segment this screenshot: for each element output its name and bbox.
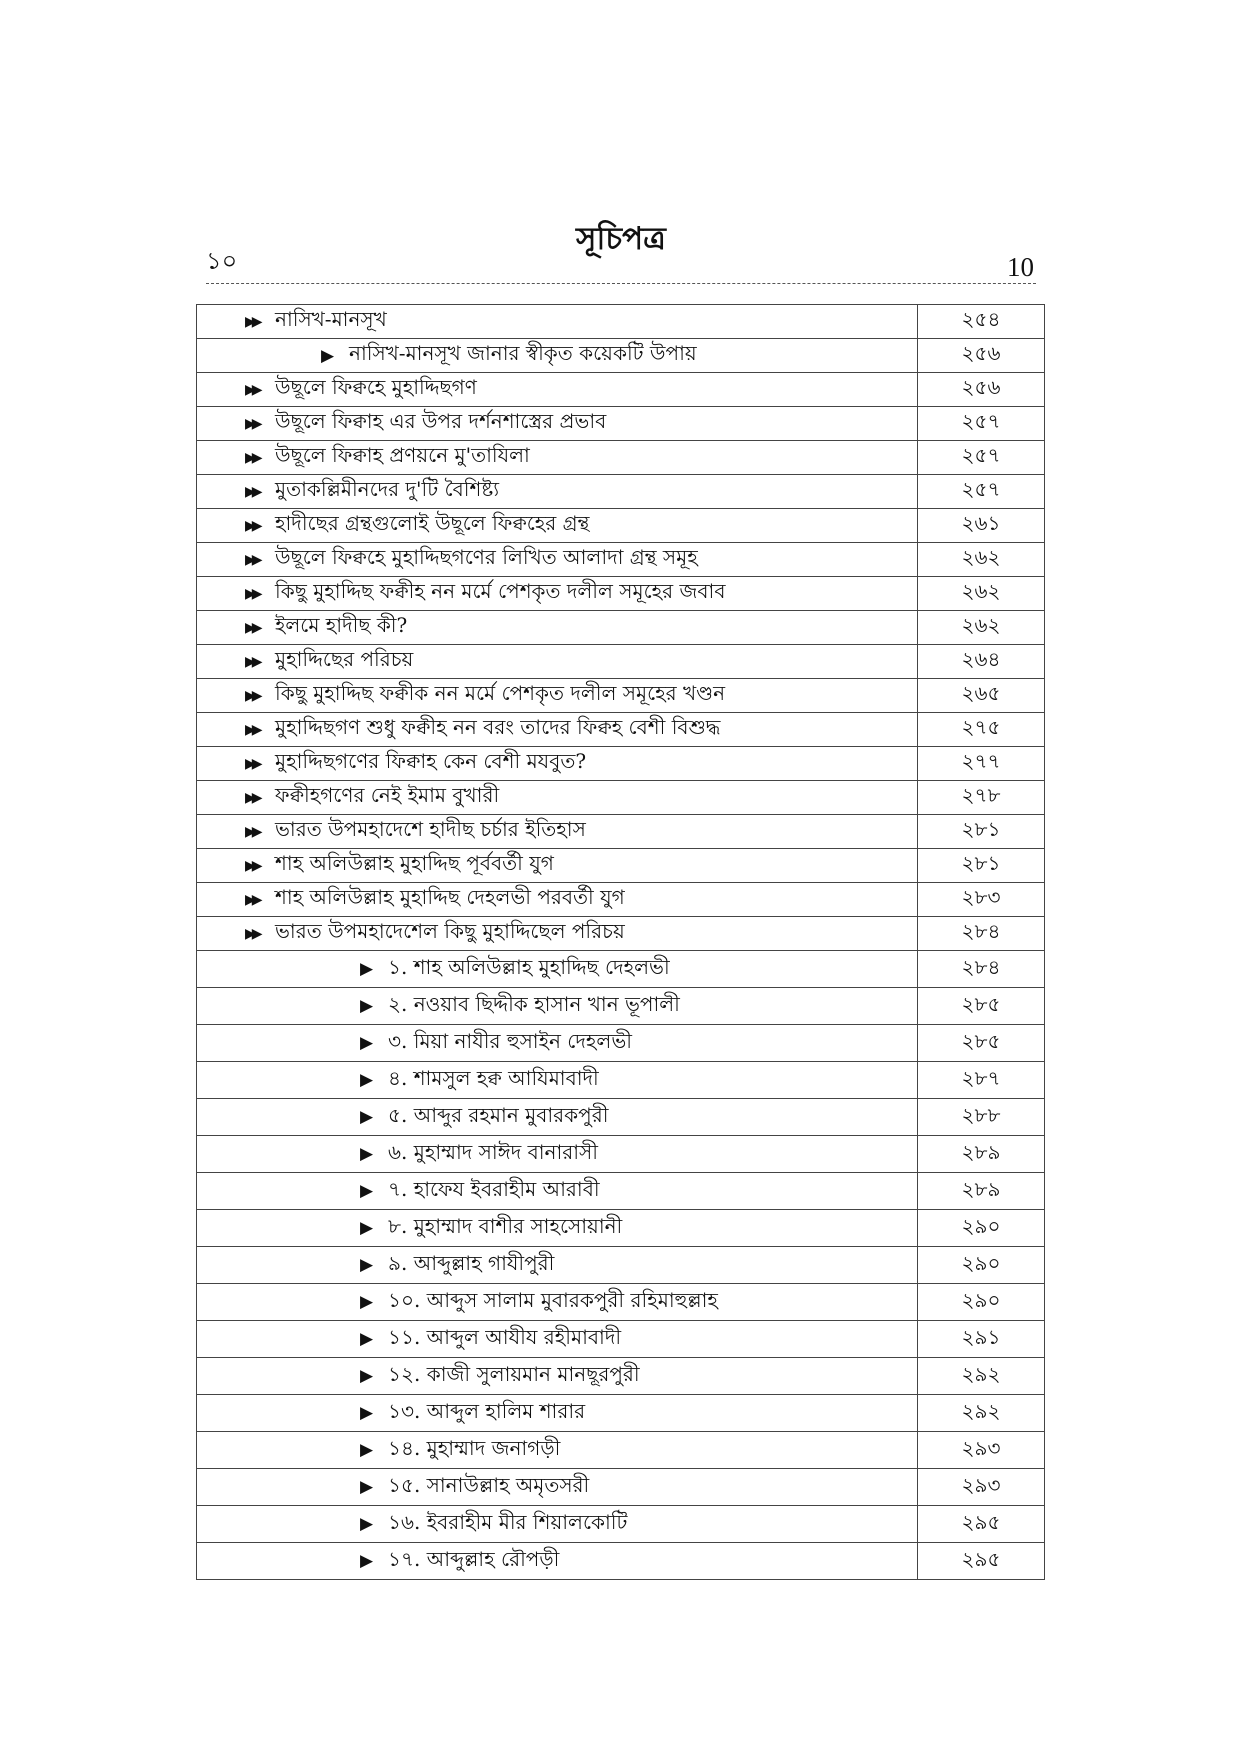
toc-entry-title: কিছু মুহাদ্দিছ ফক্বীক নন মর্মে পেশকৃত দলীল সমূহের খণ্ডন [275,681,726,705]
toc-row [197,781,1045,815]
double-arrow-icon: ▶▶ [245,551,259,568]
toc-entry-title: ৪. শামসুল হক্ব আযিমাবাদী [388,1065,599,1090]
toc-row [197,917,1045,951]
header-divider [206,283,1036,284]
toc-entry-cell [197,1062,918,1099]
toc-entry-cell [197,747,918,781]
toc-entry-title: ভারত উপমহাদেশেল কিছু মুহাদ্দিছেল পরিচয় [275,919,625,943]
double-arrow-icon: ▶▶ [245,449,259,466]
toc-page-number: ২৬২ [918,543,1045,577]
toc-page-number: ২৭৭ [918,747,1045,781]
toc-page-number: ২৮৮ [918,1099,1045,1136]
toc-row [197,1247,1045,1284]
toc-entry-title: কিছু মুহাদ্দিছ ফক্বীহ নন মর্মে পেশকৃত দলীল সমূহের জবাব [275,579,726,603]
toc-entry-cell [197,849,918,883]
toc-row [197,373,1045,407]
toc-page-number: ২৮৪ [918,917,1045,951]
arrow-icon: ▶ [360,1329,374,1349]
toc-page-number: ২৯৫ [918,1543,1045,1580]
toc-row [197,509,1045,543]
toc-entry-cell [197,1210,918,1247]
toc-entry-title: মুহাদ্দিছের পরিচয় [275,647,414,671]
arrow-icon: ▶ [360,1218,374,1238]
toc-page-number: ২৯০ [918,1210,1045,1247]
toc-entry-cell [197,951,918,988]
toc-entry-cell [197,339,918,373]
toc-page-number: ২৫৬ [918,373,1045,407]
toc-entry-cell [197,543,918,577]
double-arrow-icon: ▶▶ [245,891,259,908]
toc-entry-title: ১. শাহ অলিউল্লাহ মুহাদ্দিছ দেহলভী [388,954,670,979]
toc-page-number: ২৫৭ [918,407,1045,441]
page-title: সূচিপত্র [576,221,666,257]
double-arrow-icon: ▶▶ [245,585,259,602]
double-arrow-icon: ▶▶ [245,687,259,704]
toc-page-number: ২৮৯ [918,1173,1045,1210]
toc-row [197,1321,1045,1358]
toc-entry-title: ১৭. আব্দুল্লাহ রৌপড়ী [388,1546,560,1571]
toc-entry-cell [197,1136,918,1173]
double-arrow-icon: ▶▶ [245,483,259,500]
toc-entry-title: ১১. আব্দুল আযীয রহীমাবাদী [388,1324,622,1349]
arrow-icon: ▶ [321,345,335,366]
toc-row [197,1469,1045,1506]
toc-row [197,577,1045,611]
toc-row [197,305,1045,339]
toc-entry-title: ৩. মিয়া নাযীর হুসাইন দেহলভী [388,1028,632,1053]
toc-page-number: ২৭৫ [918,713,1045,747]
toc-page-number: ২৫৭ [918,441,1045,475]
toc-entry-cell [197,305,918,339]
toc-entry-cell [197,1284,918,1321]
toc-entry-cell [197,1543,918,1580]
toc-row [197,1358,1045,1395]
toc-entry-cell [197,988,918,1025]
page-header [206,215,1036,283]
arrow-icon: ▶ [360,1551,374,1571]
toc-page-number: ২৯৩ [918,1432,1045,1469]
double-arrow-icon: ▶▶ [245,755,259,772]
toc-page-number: ২৯২ [918,1395,1045,1432]
double-arrow-icon: ▶▶ [245,789,259,806]
toc-entry-cell [197,1358,918,1395]
toc-row [197,951,1045,988]
toc-row [197,1173,1045,1210]
toc-entry-cell [197,475,918,509]
toc-entry-title: ১২. কাজী সুলায়মান মানছূরপুরী [388,1361,640,1386]
toc-entry-title: উছূলে ফিক্বাহ এর উপর দর্শনশাস্ত্রের প্রভাব [275,409,607,433]
toc-entry-title: ৫. আব্দুর রহমান মুবারকপুরী [388,1102,609,1127]
toc-page-number: ২৯০ [918,1284,1045,1321]
toc-entry-title: ফক্বীহগণের নেই ইমাম বুখারী [275,783,500,807]
arrow-icon: ▶ [360,1255,374,1275]
double-arrow-icon: ▶▶ [245,857,259,874]
toc-page-number: ২৯০ [918,1247,1045,1284]
double-arrow-icon: ▶▶ [245,381,259,398]
toc-entry-title: হাদীছের গ্রন্থগুলোই উছূলে ফিক্বহের গ্রন্থ [275,511,590,535]
toc-page-number: ২৬৪ [918,645,1045,679]
toc-entry-title: ভারত উপমহাদেশে হাদীছ চর্চার ইতিহাস [275,817,586,841]
toc-entry-cell [197,611,918,645]
toc-entry-cell [197,645,918,679]
toc-row [197,1506,1045,1543]
toc-row [197,713,1045,747]
toc-page-number: ২৭৮ [918,781,1045,815]
toc-entry-title: শাহ অলিউল্লাহ মুহাদ্দিছ দেহলভী পরবর্তী যুগ [275,885,625,909]
toc-row [197,441,1045,475]
toc-entry-cell [197,441,918,475]
toc-page-number: ২৯৩ [918,1469,1045,1506]
toc-row [197,1284,1045,1321]
toc-entry-cell [197,1025,918,1062]
arrow-icon: ▶ [360,1033,374,1053]
arrow-icon: ▶ [360,1477,374,1497]
toc-page-number: ২৬২ [918,577,1045,611]
toc-row [197,1099,1045,1136]
toc-entry-cell [197,1173,918,1210]
arrow-icon: ▶ [360,1514,374,1534]
toc-row [197,747,1045,781]
toc-entry-title: মুহাদ্দিছগণের ফিক্বাহ কেন বেশী মযবুত? [275,749,587,773]
toc-page-number: ২৫৪ [918,305,1045,339]
toc-row [197,1210,1045,1247]
arrow-icon: ▶ [360,1181,374,1201]
page-number-bengali: ১০ [206,247,238,275]
toc-entry-title: উছূলে ফিক্বহে মুহাদ্দিছগণ [275,375,477,399]
toc-entry-cell [197,883,918,917]
toc-entry-title: ৮. মুহাম্মাদ বাশীর সাহসোয়ানী [388,1213,623,1238]
arrow-icon: ▶ [360,1144,374,1164]
toc-page-number: ২৯১ [918,1321,1045,1358]
toc-entry-title: ১৬. ইবরাহীম মীর শিয়ালকোটি [388,1509,628,1534]
toc-entry-cell [197,1321,918,1358]
toc-page-number: ২৬২ [918,611,1045,645]
toc-entry-cell [197,1506,918,1543]
toc-page-number: ২৮৫ [918,988,1045,1025]
double-arrow-icon: ▶▶ [245,653,259,670]
toc-row [197,645,1045,679]
toc-page-number: ২৮৭ [918,1062,1045,1099]
arrow-icon: ▶ [360,996,374,1016]
arrow-icon: ▶ [360,1070,374,1090]
arrow-icon: ▶ [360,1366,374,1386]
toc-row [197,679,1045,713]
toc-entry-cell [197,1099,918,1136]
toc-row [197,815,1045,849]
toc-entry-cell [197,407,918,441]
double-arrow-icon: ▶▶ [245,925,259,942]
toc-entry-title: নাসিখ-মানসূখ জানার স্বীকৃত কয়েকটি উপায় [349,341,697,365]
double-arrow-icon: ▶▶ [245,415,259,432]
toc-entry-cell [197,577,918,611]
arrow-icon: ▶ [360,1403,374,1423]
toc-page-number: ২৮৯ [918,1136,1045,1173]
toc-page-number: ২৯২ [918,1358,1045,1395]
toc-page-number: ২৬৫ [918,679,1045,713]
toc-entry-cell [197,509,918,543]
toc-entry-title: ৬. মুহাম্মাদ সাঈদ বানারাসী [388,1139,598,1164]
toc-entry-title: মুতাকল্লিমীনদের দু'টি বৈশিষ্ট্য [275,477,500,501]
toc-row [197,1062,1045,1099]
toc-entry-title: শাহ অলিউল্লাহ মুহাদ্দিছ পূর্ববর্তী যুগ [275,851,554,875]
toc-entry-title: ইলমে হাদীছ কী? [275,613,408,637]
toc-entry-cell [197,1247,918,1284]
toc-page-number: ২৫৬ [918,339,1045,373]
toc-row [197,475,1045,509]
toc-entry-cell [197,917,918,951]
arrow-icon: ▶ [360,959,374,979]
toc-row [197,1136,1045,1173]
toc-row [197,1025,1045,1062]
toc-page-number: ২৮৩ [918,883,1045,917]
toc-row [197,849,1045,883]
toc-page-number: ২৯৫ [918,1506,1045,1543]
toc-page-number: ২৮১ [918,815,1045,849]
toc-entry-title: ১০. আব্দুস সালাম মুবারকপুরী রহিমাহুল্লাহ [388,1287,718,1312]
double-arrow-icon: ▶▶ [245,619,259,636]
toc-entry-title: ৭. হাফেয ইবরাহীম আরাবী [388,1176,600,1201]
page-number: 10 [1007,252,1034,282]
toc-row [197,407,1045,441]
toc-page-number: ২৮৫ [918,1025,1045,1062]
toc-row [197,1543,1045,1580]
toc-entry-title: উছূলে ফিক্বাহ প্রণয়নে মু'তাযিলা [275,443,530,467]
toc-entry-title: নাসিখ-মানসূখ [275,307,387,331]
toc-entry-cell [197,781,918,815]
toc-row [197,988,1045,1025]
arrow-icon: ▶ [360,1292,374,1312]
toc-row [197,611,1045,645]
arrow-icon: ▶ [360,1107,374,1127]
toc-row [197,1432,1045,1469]
toc-entry-title: মুহাদ্দিছগণ শুধু ফক্বীহ নন বরং তাদের ফিক্বহ বেশী বিশুদ্ধ [275,715,721,739]
toc-page-number: ২৬১ [918,509,1045,543]
toc-entry-title: ১৪. মুহাম্মাদ জনাগড়ী [388,1435,561,1460]
toc-entry-title: উছূলে ফিক্বহে মুহাদ্দিছগণের লিখিত আলাদা গ্রন্থ সমূহ [275,545,698,569]
toc-entry-title: ১৫. সানাউল্লাহ অমৃতসরী [388,1472,590,1497]
double-arrow-icon: ▶▶ [245,721,259,738]
toc-row [197,339,1045,373]
toc-entry-cell [197,1395,918,1432]
toc-entry-cell [197,373,918,407]
double-arrow-icon: ▶▶ [245,313,259,330]
toc-entry-cell [197,815,918,849]
double-arrow-icon: ▶▶ [245,823,259,840]
toc-entry-cell [197,1469,918,1506]
toc-page-number: ২৮১ [918,849,1045,883]
toc-page-number: ২৮৪ [918,951,1045,988]
toc-row [197,883,1045,917]
toc-row [197,1395,1045,1432]
toc-row [197,543,1045,577]
toc-entry-cell [197,679,918,713]
toc-entry-cell [197,1432,918,1469]
toc-entry-title: ২. নওয়াব ছিদ্দীক হাসান খান ভূপালী [388,991,680,1016]
toc-entry-title: ১৩. আব্দুল হালিম শারার [388,1398,586,1423]
arrow-icon: ▶ [360,1440,374,1460]
table-of-contents [196,304,1045,1580]
double-arrow-icon: ▶▶ [245,517,259,534]
toc-page-number: ২৫৭ [918,475,1045,509]
toc-entry-cell [197,713,918,747]
toc-entry-title: ৯. আব্দুল্লাহ গাযীপুরী [388,1250,555,1275]
